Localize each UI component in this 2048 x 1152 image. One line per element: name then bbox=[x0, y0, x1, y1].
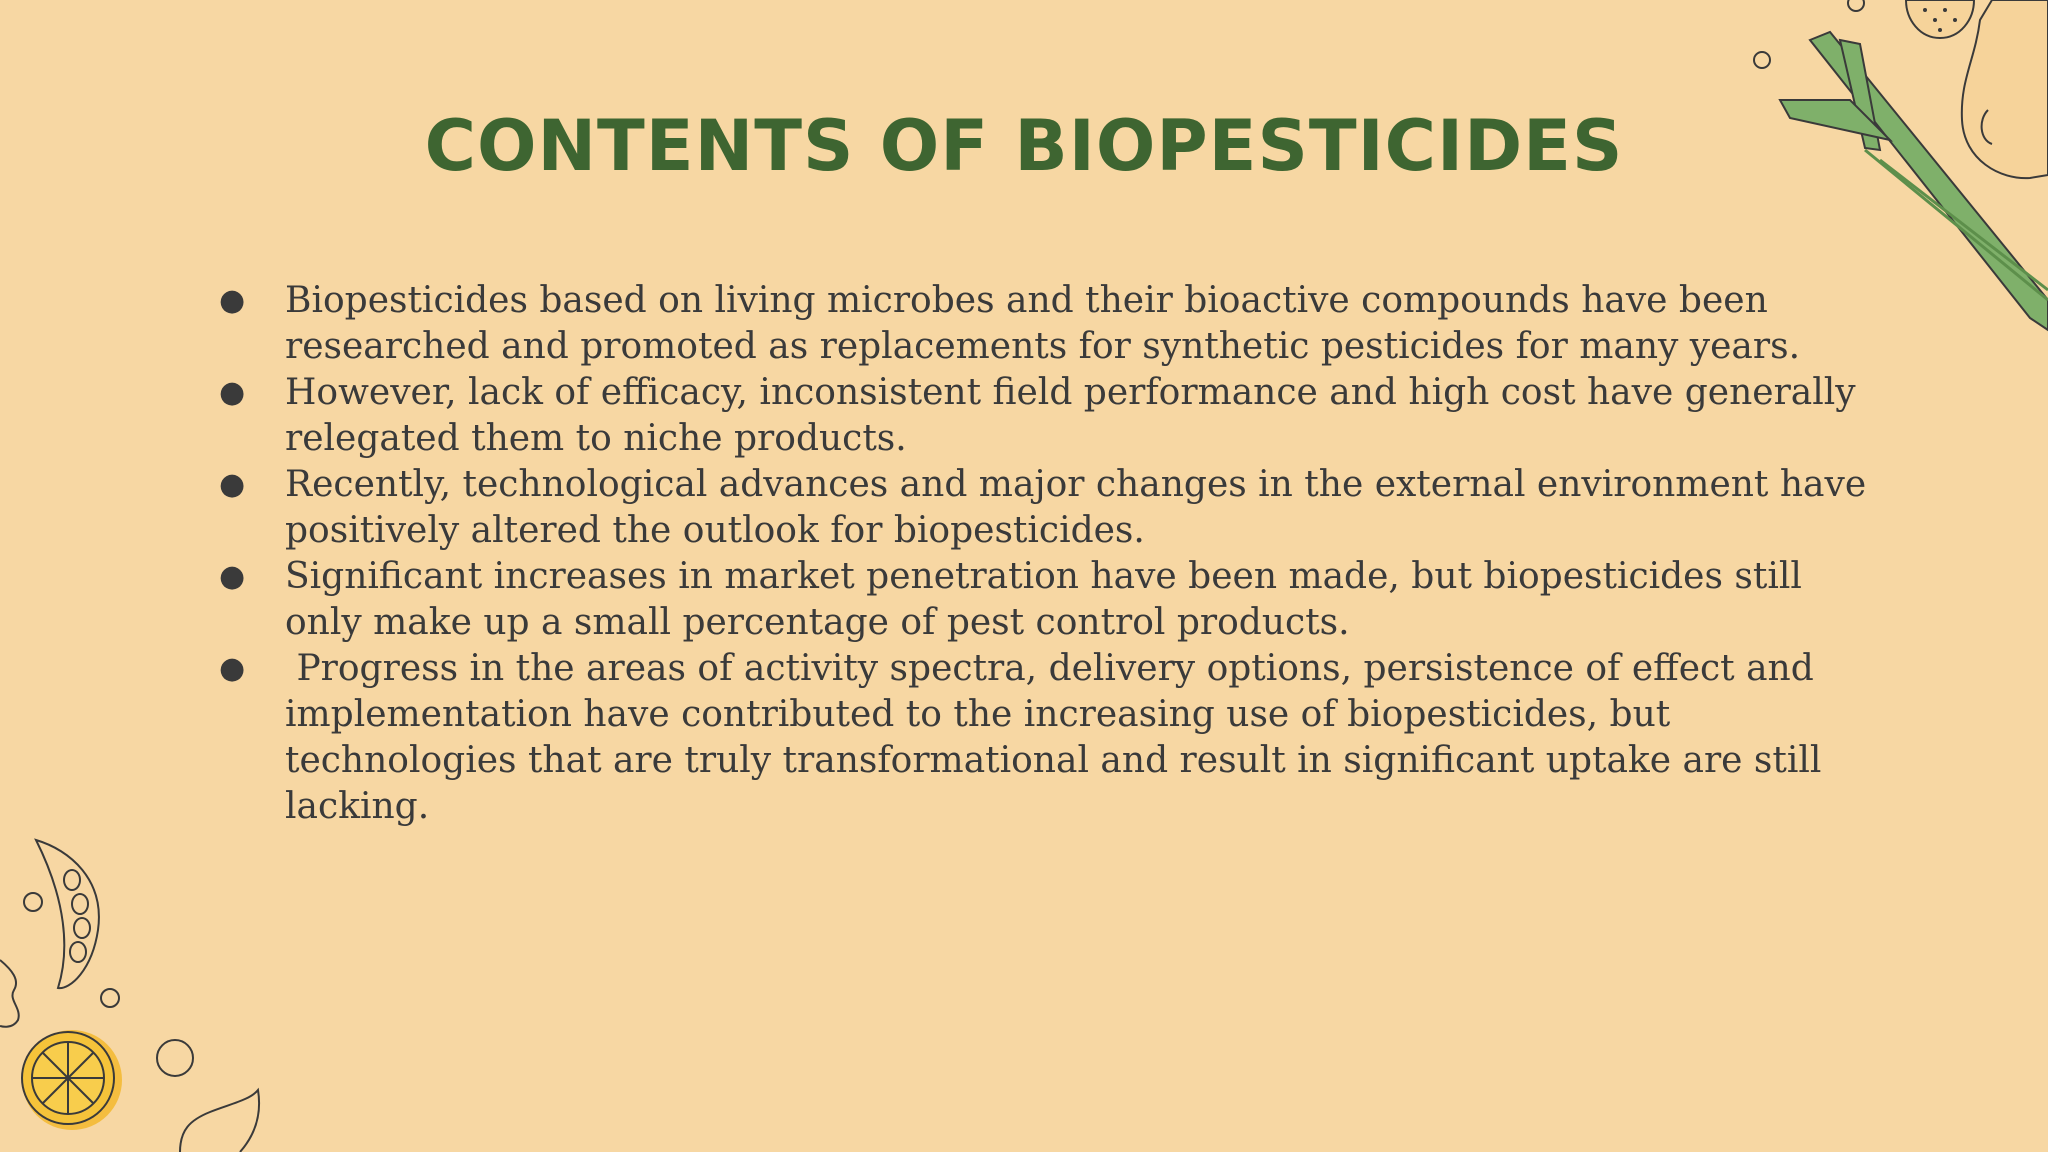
list-item bbox=[215, 462, 1875, 554]
bottom-left-decoration bbox=[0, 830, 270, 1152]
bullet-text: Significant increases in market penetration have been made, but biopesticides still only make up a small percentage of pest control products. bbox=[285, 556, 1802, 643]
bullet-icon: ● bbox=[219, 283, 246, 318]
dot-icon bbox=[1848, 0, 1864, 11]
bullet-icon: ● bbox=[219, 651, 246, 686]
dot-icon bbox=[1754, 52, 1770, 68]
bullet-text: Biopesticides based on living microbes and their bioactive compounds have been researched and promoted as replacements for synthetic pesticides for many years. bbox=[285, 280, 1801, 367]
list-item bbox=[215, 646, 1875, 830]
dot-icon bbox=[24, 893, 42, 911]
pear-icon bbox=[1962, 0, 2048, 178]
bullet-icon: ● bbox=[219, 375, 246, 410]
bullet-text: However, lack of efficacy, inconsistent field performance and high cost have generally relegated them to niche products. bbox=[285, 372, 1856, 459]
pea-pod-icon bbox=[36, 840, 99, 988]
dot-icon bbox=[157, 1040, 193, 1076]
squiggle-icon bbox=[0, 960, 19, 1027]
bullet-icon: ● bbox=[219, 467, 246, 502]
bullet-icon: ● bbox=[219, 559, 246, 594]
orange-slice-icon bbox=[22, 1030, 122, 1130]
bullet-text: Recently, technological advances and major changes in the external environment have positively altered the outlook for biopesticides. bbox=[285, 464, 1867, 551]
leaf-icon bbox=[180, 1090, 259, 1152]
bullet-list bbox=[215, 278, 1875, 830]
list-item bbox=[215, 554, 1875, 646]
slide-title: CONTENTS OF BIOPESTICIDES bbox=[424, 105, 1624, 187]
list-item bbox=[215, 370, 1875, 462]
strawberry-icon bbox=[1906, 0, 1974, 38]
top-right-decoration bbox=[1730, 0, 2048, 340]
bullet-text: Progress in the areas of activity spectra, delivery options, persistence of effect and implementation have contributed to the increasing use of biopesticides, but technologies that are truly transformational and result in significant uptake are still lacking. bbox=[285, 648, 1833, 827]
list-item bbox=[215, 278, 1875, 370]
dot-icon bbox=[101, 989, 119, 1007]
